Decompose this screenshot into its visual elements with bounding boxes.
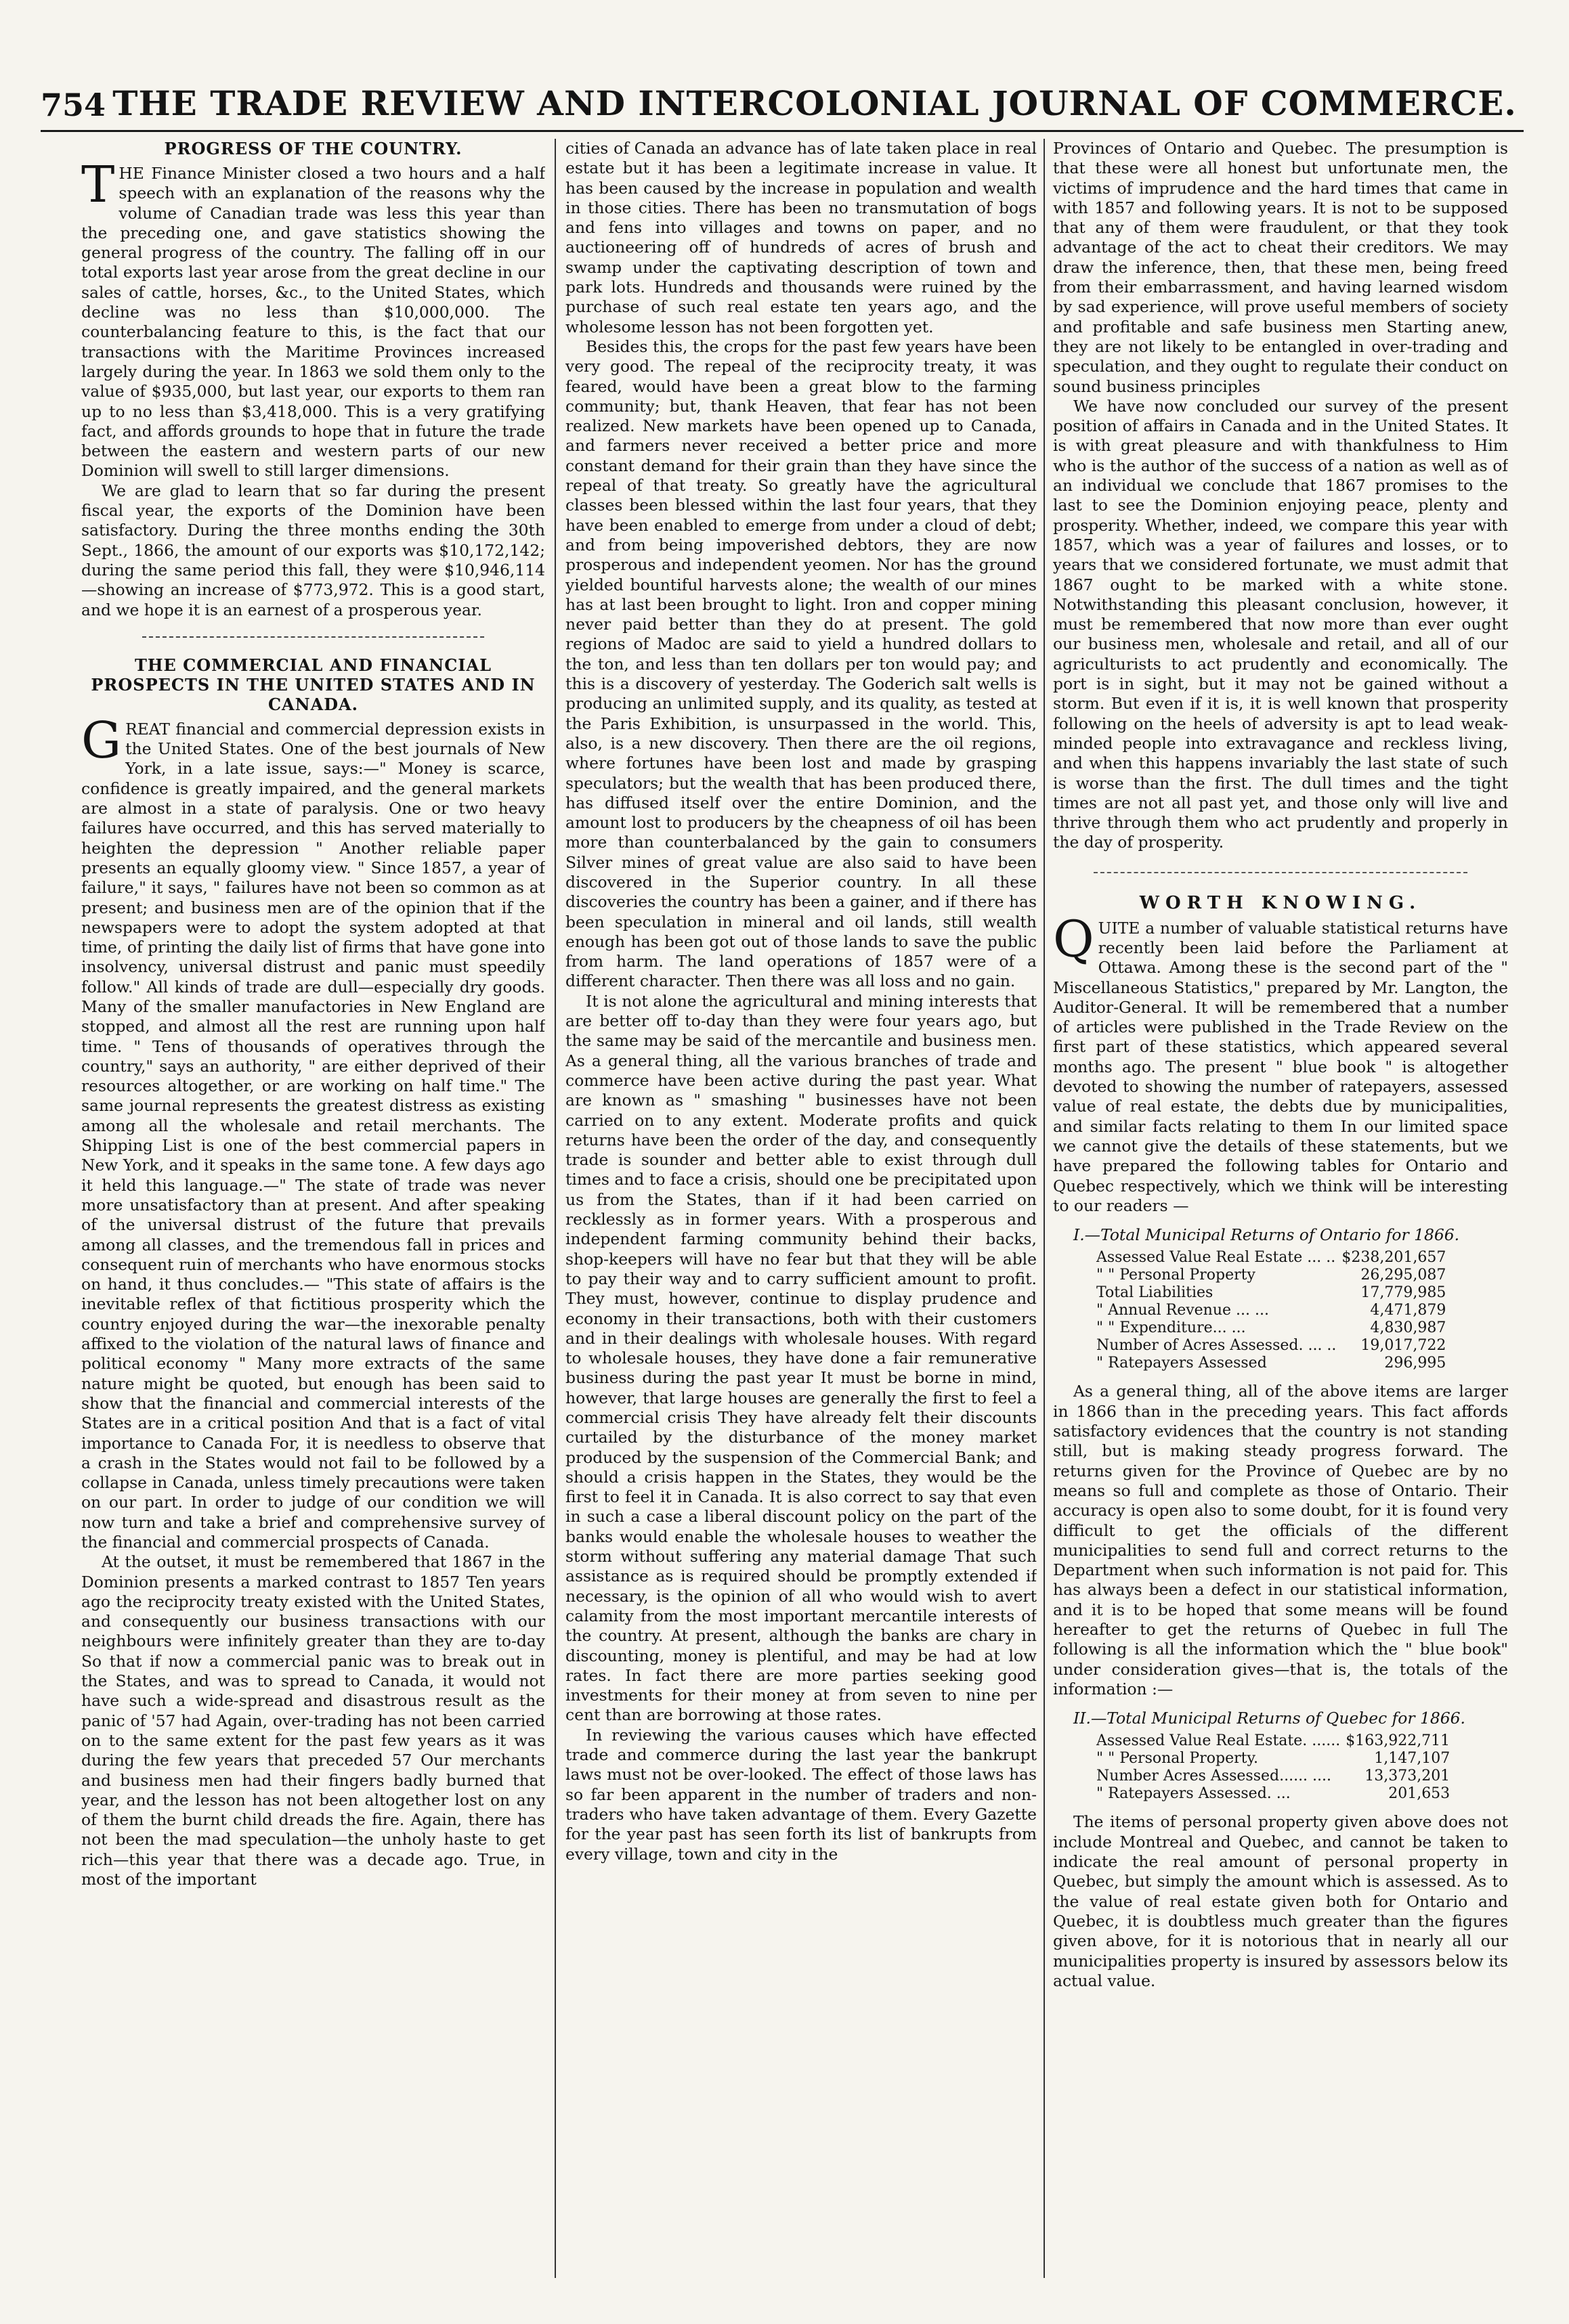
article-paragraph: GREAT financial and commercial depression exists in the United States. One of the best journals of New York, in a late issue, says:—" Money is scarce, confidence is greatly impaired, and the general markets are almost in a state of paralysis. One or two heavy failures have occurred, and this has served materially to heighten the depression " Another reliable paper presents an equally gloomy view. " Since 1857, a year of failure," it says, " failures have not been so common as at present; and business men are of the opinion that if the newspapers were to adopt the system adopted at that time, of printing the daily list of firms that have gone into insolvency, universal distrust and panic must speedily follow." All kinds of trade are dull—especially dry goods. Many of the smaller manufactories in New England are stopped, and almost all the rest are running upon half time. " Tens of thousands of operatives through the country," says an authority, " are either deprived of their resources altogether, or are working on half time." The same journal represents the greatest distress as existing among all the wholesale and retail merchants. The Shipping List is one of the best commercial papers in New York, and it speaks in the same tone. A few days ago it held this language.—" The state of trade was never more unsatisfactory than at present. And after speaking of the universal distrust of the future that prevails among all classes, and the tremendous fall in prices and consequent ruin of merchants who have enormous stocks on hand, it thus concludes.— "This state of affairs is the inevitable reflex of that fictitious prosperity which the country enjoyed during the war—the inexorable penalty affixed to the violation of the natural laws of finance and political economy " Many more extracts of the same nature might be quoted, but enough has been said to show that the financial and commercial interests of the States are in a critical position And that is a fact of vital importance to Canada For, it is needless to observe that a crash in the States would not fail to be followed by a collapse in Canada, unless timely precautions were taken on our part. In order to judge of our condition we will now turn and take a brief and comprehensive survey of the financial and commercial prospects of Canada. (81, 711, 545, 1552)
article-paragraph: At the outset, it must be remembered that 1867 in the Dominion presents a marked contrast to 1857 Ten years ago the reciprocity treaty existed with the United States, and consequently our business transactions with our neighbours were infinitely greater than they are to-day So that if now a commercial panic was to break out in the States, and was to spread to Canada, it would not have such a wide-spread and disastrous result as the panic of '57 had Again, over-trading has not been carried on to the same extent for the past few years as it was during the few years that preceded 57 Our merchants and business men had their fingers badly burned that year, and the lesson has not been altogether lost on any of them the burnt child dreads the fire. Again, there has not been the mad speculation—the unholy haste to get rich—this year that there was a decade ago. True, in most of the important (81, 1552, 545, 1889)
drop-cap: G (81, 711, 122, 770)
row-value: 17,779,985 (1360, 1284, 1446, 1302)
article-paragraph: We are glad to learn that so far during the present fiscal year, the exports of the Dominion have been satisfactory. During the three months ending the 30th Sept., 1866, the amount of our exports was $10,172,142; during the same period this fall, they were $10,946,114 —showing an increase of $773,972. This is a good start, and we hope it is an earnest of a prosperous year. (81, 481, 545, 619)
article-paragraph: In reviewing the various causes which have effected trade and commerce during the last year the bankrupt laws must not be over-looked. The effect of those laws has so far been apparent in the number of traders and non-traders who have taken advantage of them. Every Gazette for the year past has seen forth its list of bankrupts from every village, town and city in the (565, 1725, 1037, 1864)
table-row (1094, 1284, 1448, 1302)
row-label: " Annual Revenue ... ... (1096, 1302, 1269, 1319)
table-row (1094, 1302, 1448, 1319)
table-row (1094, 1768, 1453, 1785)
row-value: $163,922,711 (1346, 1732, 1450, 1750)
row-label: " Ratepayers Assessed (1096, 1355, 1267, 1372)
quebec-returns-table (1094, 1732, 1453, 1803)
article-paragraph: cities of Canada an advance has of late taken place in real estate but it has been a legitimate increase in value. It has been caused by the increase in population and wealth in those cities. There has been no transmutation of bogs and fens into villages and towns on paper, and no auctioneering off of hundreds of acres of brush and swamp under the captivating description of town and park lots. Hundreds and thousands were ruined by the purchase of such real estate ten years ago, and the wholesome lesson has not been forgotten yet. (565, 139, 1037, 336)
row-value: 201,653 (1388, 1785, 1450, 1803)
table-row (1094, 1785, 1453, 1803)
drop-cap: Q (1053, 910, 1094, 969)
article-paragraph: As a general thing, all of the above items are larger in 1866 than in the preceding years. This fact affords satisfactory evidences that the country is not standing still, but is making steady progress forward. The returns given for the Province of Quebec are by no means so full and complete as those of Ontario. Their accuracy is open also to some doubt, for it is found very difficult to get the officials of the different municipalities to send full and correct returns to the Department when such information is not paid for. This has always been a defect in our statistical information, and it is to be hoped that some means will be found hereafter to get the returns of Quebec in full The following is all the information which the " blue book" under consideration gives—that is, the totals of the information :— (1053, 1382, 1508, 1698)
row-label: " " Personal Property. (1096, 1750, 1258, 1768)
article-paragraph: It is not alone the agricultural and mining interests that are better off to-day than they were four years ago, but the same may be said of the mercantile and business men. As a general thing, all the various branches of trade and commerce have been active during the past year. What are known as " smashing " businesses have not been carried on to any extent. Moderate profits and quick returns have been the order of the day, and consequently trade is sounder and better able to exist through dull times and to face a crisis, should one be precipitated upon us from the States, than if it had been carried on recklessly as in former years. With a prosperous and independent farming community behind their backs, shop-keepers will have no fear but that they will be able to pay their way and to carry sufficient amount to profit. They must, however, continue to display prudence and economy in their transactions, both with their customers and in their dealings with wholesale houses. With regard to wholesale houses, they have done a fair remunerative business during the past year It must be borne in mind, however, that large houses are generally the first to feel a commercial crisis They have already felt their discounts curtailed by the disturbance of the money market produced by the suspension of the Commercial Bank; and should a crisis happen in the States, they would be the first to feel it in Canada. It is also correct to say that even in such a case a liberal discount policy on the part of the banks would enable the wholesale houses to weather the storm without suffering any material damage That such assistance as is required should be promptly extended if necessary, is the opinion of all who would wish to avert calamity from the most important mercantile interests of the country. At present, although the banks are chary in discounting, money is plentiful, and may be had at low rates. In fact there are more parties seeking good investments for their money at from seven to nine per cent than are borrowing at those rates. (565, 991, 1037, 1725)
row-label: " " Expenditure... ... (1096, 1319, 1246, 1337)
article-heading: WORTH KNOWING. (1139, 892, 1422, 913)
journal-title: THE TRADE REVIEW AND INTERCOLONIAL JOURNAL OF COMMERCE. (112, 83, 1517, 123)
column-rule (1044, 139, 1045, 2278)
column-rule (555, 139, 556, 2278)
table-row (1094, 1249, 1448, 1267)
row-label: Assessed Value Real Estate. ...... (1096, 1732, 1341, 1750)
table-row (1094, 1319, 1448, 1337)
article-separator (142, 636, 484, 638)
row-label: Number of Acres Assessed. ... .. (1096, 1337, 1337, 1355)
row-value: 13,373,201 (1364, 1768, 1450, 1785)
row-value: 26,295,087 (1360, 1267, 1446, 1284)
article-paragraph: QUITE a number of valuable statistical returns have recently been laid before the Parliament at Ottawa. Among these is the second part of the " Miscellaneous Statistics," prepared by Mr. Langton, the Auditor-General. It will be remembered that a number of articles were published in the Trade Review on the first part of these statistics, which appeared several months ago. The present " blue book " is altogether devoted to showing the number of ratepayers, assessed value of real estate, the debts due by municipalities, and similar facts relating to them In our limited space we cannot give the details of these statements, but we have prepared the following tables for Ontario and Quebec respectively, which we think will be interesting to our readers — (1053, 910, 1508, 1215)
article-separator (1094, 872, 1467, 873)
page-number: 754 (41, 87, 106, 123)
article-paragraph: We have now concluded our survey of the present position of affairs in Canada and in the United States. It is with great pleasure and with thankfulness to Him who is the author of the success of a nation as well as of an individual we conclude that 1867 promises to the last to see the Dominion enjoying peace, plenty and prosperity. Whether, indeed, we compare this year with 1857, which was a year of failures and losses, or to years that we considered fortunate, we must admit that 1867 ought to be marked with a white stone. Notwithstanding this pleasant conclusion, however, it must be remembered that now more than ever ought our business men, wholesale and retail, and all of our agriculturists to act prudently and economically. The port is in sight, but it may not be gained without a storm. But even if it is, it is well known that prosperity following on the heels of adversity is apt to lead weak-minded people into extravagance and reckless living, and when this happens invariably the last state of such is worse than the first. The dull times and the tight times are not all past yet, and those only will live and thrive through them who act prudently and properly in the day of prosperity. (1053, 396, 1508, 852)
table-row (1094, 1750, 1453, 1768)
table-row (1094, 1267, 1448, 1284)
masthead (41, 83, 1524, 132)
row-value: $238,201,657 (1341, 1249, 1446, 1267)
table-title: II.—Total Municipal Returns of Quebec for 1866. (1073, 1709, 1465, 1728)
row-label: Number Acres Assessed...... .... (1096, 1768, 1332, 1785)
ontario-returns-table (1094, 1249, 1448, 1372)
table-row (1094, 1355, 1448, 1372)
table-title: I.—Total Municipal Returns of Ontario for 1866. (1073, 1225, 1460, 1245)
table-row (1094, 1732, 1453, 1750)
row-label: " Ratepayers Assessed. ... (1096, 1785, 1291, 1803)
article-paragraph: Besides this, the crops for the past few years have been very good. The repeal of the reciprocity treaty, it was feared, would have been a great blow to the farming community; but, thank Heaven, that fear has not been realized. New markets have been opened up to Canada, and farmers never received a better price and more constant demand for their grain than they have since the repeal of that treaty. So greatly have the agricultural classes been blessed within the last four years, that they have been enabled to emerge from under a cloud of debt; and from being impoverished debtors, they are now prosperous and independent yeomen. Nor has the ground yielded bountiful harvests alone; the wealth of our mines has at last been brought to light. Iron and copper mining never paid better than they do at present. The gold regions of Madoc are said to yield a hundred dollars to the ton, and less than ten dollars per ton would pay; and this is a discovery of yesterday. The Goderich salt wells is producing an unlimited supply, and its quality, as tested at the Paris Exhibition, is unsurpassed in the world. This, also, is a new discovery. Then there are the oil regions, where fortunes have been lost and made by grasping speculators; but the wealth that has been produced there, has diffused itself over the entire Dominion, and the amount lost to producers by the cheapness of oil has been more than counterbalanced by the gain to consumers Silver mines of great value are also said to have been discovered in the Superior country. In all these discoveries the country has been a gainer, and if there has been speculation in mineral and oil lands, still wealth enough has been got out of those lands to save the public from harm. The land operations of 1857 were of a different character. Then there was all loss and no gain. (565, 336, 1037, 991)
article-paragraph: THE Finance Minister closed a two hours and a half speech with an explanation of the reasons why the volume of Canadian trade was less this year than the preceding one, and gave statistics showing the general progress of the country. The falling off in our total exports last year arose from the great decline in our sales of cattle, horses, &c., to the United States, which decline was no less than $10,000,000. The counterbalancing feature to this, is the fact that our transactions with the Maritime Provinces increased largely during the year. In 1863 we sold them only to the value of $935,000, but last year, our exports to them ran up to no less than $3,418,000. This is a very gratifying fact, and affords grounds to hope that in future the trade between the eastern and western parts of our new Dominion will swell to still larger dimensions. (81, 156, 545, 481)
column-3 (1053, 139, 1508, 2278)
row-label: " " Personal Property (1096, 1267, 1255, 1284)
row-value: 19,017,722 (1360, 1337, 1446, 1355)
table-row (1094, 1337, 1448, 1355)
article-paragraph: Provinces of Ontario and Quebec. The presumption is that these were all honest but unfortunate men, the victims of imprudence and the hard times that came in with 1857 and following years. It is not to be supposed that any of them were fraudulent, or that they took advantage of the act to cheat their creditors. We may draw the inference, then, that these men, being freed from their embarrassment, and having learned wisdom by sad experience, will prove useful members of society and profitable and safe business men Starting anew, they are not likely to be entangled in over-trading and speculation, and they ought to regulate their conduct on sound business principles (1053, 139, 1508, 396)
column-2 (565, 139, 1037, 2278)
row-value: 296,995 (1384, 1355, 1446, 1372)
column-1 (81, 139, 545, 2278)
row-value: 1,147,107 (1374, 1750, 1450, 1768)
article-paragraph: The items of personal property given above does not include Montreal and Quebec, and cannot be taken to indicate the real amount of personal property in Quebec, but simply the amount which is assessed. As to the value of real estate given both for Ontario and Quebec, it is doubtless much greater than the figures given above, for it is notorious that in nearly all our municipalities property is insured by assessors below its actual value. (1053, 1812, 1508, 1990)
drop-cap: T (81, 156, 115, 214)
row-value: 4,471,879 (1370, 1302, 1446, 1319)
row-label: Total Liabilities (1096, 1284, 1213, 1302)
article-heading: PROGRESS OF THE COUNTRY. (164, 139, 463, 158)
row-label: Assessed Value Real Estate ... .. (1096, 1249, 1336, 1267)
article-heading: THE COMMERCIAL AND FINANCIAL PROSPECTS IN THE UNITED STATES AND IN CANADA. (91, 655, 536, 714)
row-value: 4,830,987 (1370, 1319, 1446, 1337)
